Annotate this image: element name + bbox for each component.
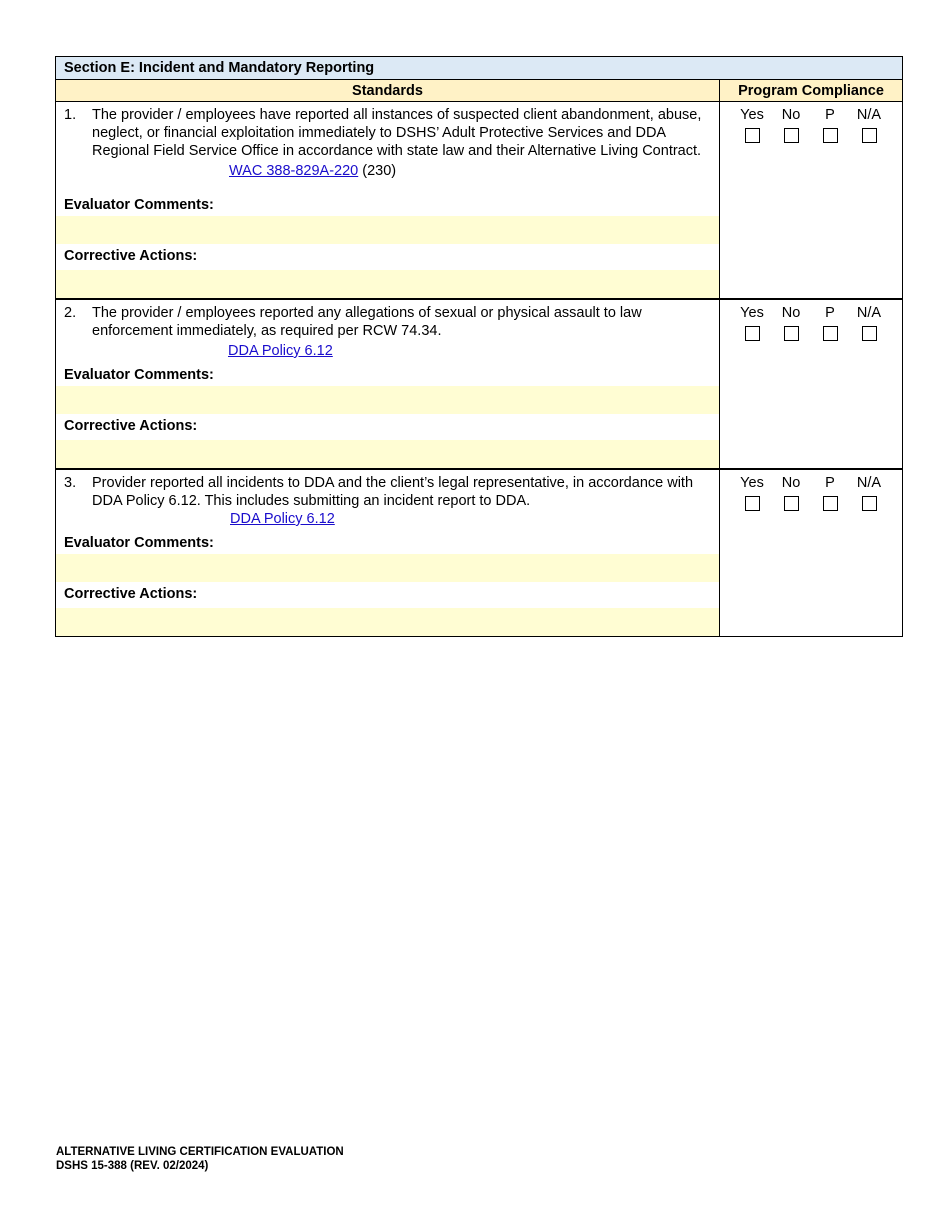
- corrective-actions-label: Corrective Actions:: [64, 418, 198, 434]
- standard-text: The provider / employees have reported all instances of suspected client abandonment, abuse, neglect, or financial exploitation immediately to DSHS’ Adult Protective Services and DDA Regional Field Service Office in accordance with state law and their Alternative Living Contract.: [92, 107, 702, 159]
- item-number: 3.: [64, 475, 77, 491]
- yes-checkbox[interactable]: [745, 496, 760, 511]
- reference-link[interactable]: DDA Policy 6.12: [230, 511, 335, 527]
- yes-checkbox[interactable]: [745, 128, 760, 143]
- standard-item-1: [56, 102, 902, 298]
- yes-checkbox[interactable]: [745, 326, 760, 341]
- no-checkbox[interactable]: [784, 326, 799, 341]
- option-label: Yes: [740, 107, 764, 123]
- corrective-actions-label: Corrective Actions:: [64, 248, 198, 264]
- section-title: Section E: Incident and Mandatory Reporting: [56, 57, 902, 80]
- option-label: Yes: [740, 475, 764, 491]
- option-label: No: [781, 305, 801, 321]
- compliance-header: Program Compliance: [738, 83, 884, 99]
- reference: [56, 340, 719, 360]
- item-number: 2.: [64, 305, 77, 321]
- evaluator-comments-label: Evaluator Comments:: [64, 367, 214, 383]
- option-label: P: [825, 107, 835, 123]
- na-checkbox[interactable]: [862, 496, 877, 511]
- option-label: N/A: [856, 305, 882, 321]
- corrective-actions-field[interactable]: [56, 270, 719, 298]
- no-checkbox[interactable]: [784, 496, 799, 511]
- standard-item-2: [56, 298, 902, 468]
- evaluator-comments-label: Evaluator Comments:: [64, 197, 214, 213]
- partial-checkbox[interactable]: [823, 128, 838, 143]
- partial-checkbox[interactable]: [823, 326, 838, 341]
- form-title: ALTERNATIVE LIVING CERTIFICATION EVALUATION: [56, 1146, 344, 1158]
- item-number: 1.: [64, 107, 77, 123]
- evaluator-comments-field[interactable]: [56, 216, 719, 244]
- reference: [56, 160, 719, 196]
- option-label: N/A: [856, 107, 882, 123]
- option-label: P: [825, 475, 835, 491]
- compliance-options: [720, 470, 902, 636]
- partial-checkbox[interactable]: [823, 496, 838, 511]
- evaluation-form: [55, 56, 903, 637]
- column-headers: [56, 80, 902, 102]
- option-label: No: [781, 475, 801, 491]
- form-footer: [56, 1145, 344, 1173]
- evaluator-comments-label: Evaluator Comments:: [64, 535, 214, 551]
- corrective-actions-field[interactable]: [56, 440, 719, 468]
- option-label: Yes: [740, 305, 764, 321]
- na-checkbox[interactable]: [862, 128, 877, 143]
- option-label: No: [781, 107, 801, 123]
- na-checkbox[interactable]: [862, 326, 877, 341]
- compliance-options: [720, 300, 902, 468]
- option-label: P: [825, 305, 835, 321]
- evaluator-comments-field[interactable]: [56, 554, 719, 582]
- reference: [56, 510, 719, 528]
- no-checkbox[interactable]: [784, 128, 799, 143]
- standard-item-3: [56, 468, 902, 636]
- corrective-actions-field[interactable]: [56, 608, 719, 636]
- evaluator-comments-field[interactable]: [56, 386, 719, 414]
- standards-header: Standards: [56, 80, 720, 101]
- reference-link[interactable]: DDA Policy 6.12: [228, 343, 333, 359]
- standard-text: The provider / employees reported any allegations of sexual or physical assault to law enforcement immediately, as required per RCW 74.34.: [92, 305, 642, 339]
- reference-suffix: (230): [358, 163, 397, 179]
- reference-link[interactable]: WAC 388-829A-220: [229, 163, 359, 179]
- form-number: DSHS 15-388 (REV. 02/2024): [56, 1160, 209, 1172]
- compliance-options: [720, 102, 902, 298]
- standard-text: Provider reported all incidents to DDA and the client’s legal representative, in accordance with DDA Policy 6.12. This includes submitting an incident report to DDA.: [92, 475, 694, 509]
- option-label: N/A: [856, 475, 882, 491]
- corrective-actions-label: Corrective Actions:: [64, 586, 198, 602]
